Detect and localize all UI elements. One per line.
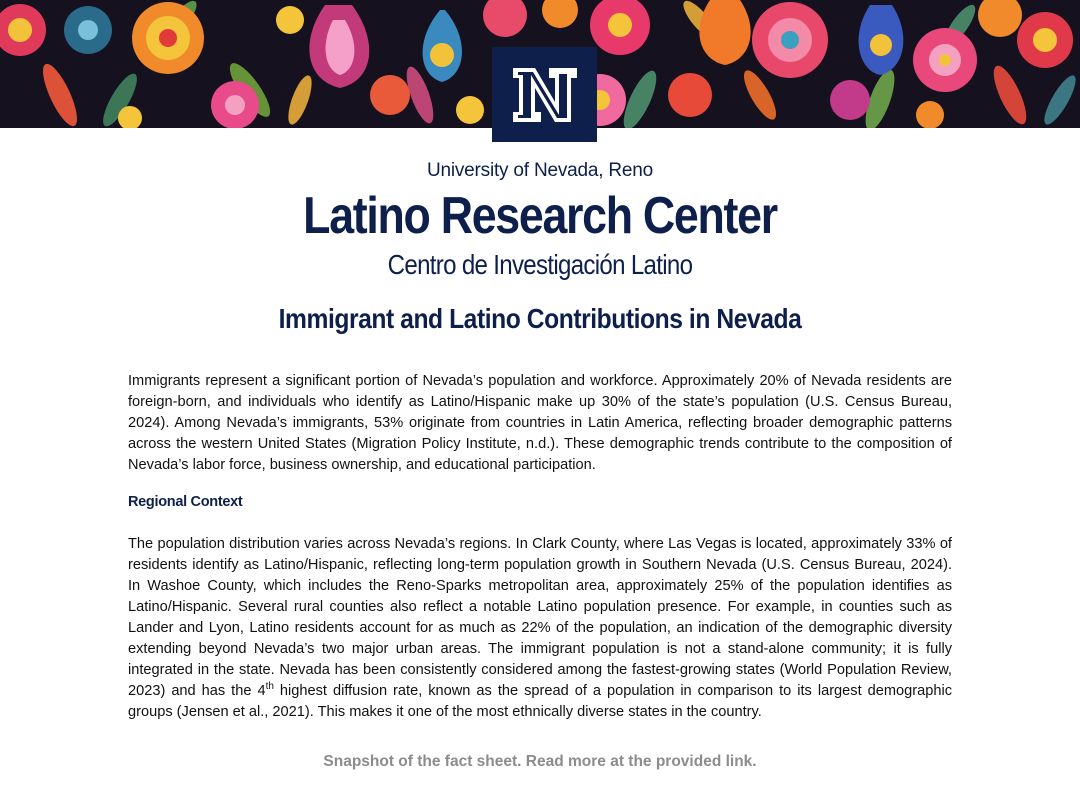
paragraph-text-part-1: The population distribution varies across Nevada’s regions. In Clark County, where Las Vegas is located, approximately 33% of residents identify as Latino/Hispanic, reflecting long-term population growth in Southern Nevada (U.S. Census Bureau, 2024). In Washoe County, which includes the Reno-Sparks metropolitan area, approximately 25% of the population identifies as Latino/Hispanic. Several rural counties also reflect a notable Latino population presence. For example, in counties such as Lander and Lyon, Latino residents account for as much as 22% of the population, an indication of the demographic diversity extending beyond Nevada’s two major urban areas. The immigrant population is not a stand-alone community; it is fully integrated in the state. Nevada has been consistently considered among the fastest-growing states (World Population Review, 2023) and has the 4 xyxy=(128,536,952,699)
section-heading-regional-context: Regional Context xyxy=(128,494,243,510)
document-title: Immigrant and Latino Contributions in Nevada xyxy=(278,303,802,334)
paragraph-text-part-2: highest diffusion rate, known as the spread of a population in comparison to its largest demographic groups (Jensen et al., 2021). This makes it one of the most ethnically diverse states in the country. xyxy=(128,683,953,720)
block-n-logo-icon xyxy=(509,64,581,126)
university-name: University of Nevada, Reno xyxy=(426,160,654,181)
center-name: Latino Research Center xyxy=(303,187,777,245)
regional-context-paragraph xyxy=(128,534,952,723)
intro-paragraph: Immigrants represent a significant portion of Nevada’s population and workforce. Approximately 20% of Nevada residents are foreign-born, and individuals who identify as Latino/Hispanic make up 30% of the state’s population (U.S. Census Bureau, 2024). Among Nevada’s immigrants, 53% originate from countries in Latin America, reflecting broader demographic patterns across the western United States (Migration Policy Institute, n.d.). These demographic trends contribute to the composition of Nevada’s labor force, business ownership, and educational participation. xyxy=(128,373,952,473)
superscript-ordinal: th xyxy=(265,681,274,693)
svg-text:N: N xyxy=(508,63,510,65)
snapshot-caption: Snapshot of the fact sheet. Read more at the provided link. xyxy=(323,753,757,770)
university-logo xyxy=(492,47,597,142)
center-name-spanish: Centro de Investigación Latino xyxy=(387,249,693,280)
header-block xyxy=(0,160,1080,336)
